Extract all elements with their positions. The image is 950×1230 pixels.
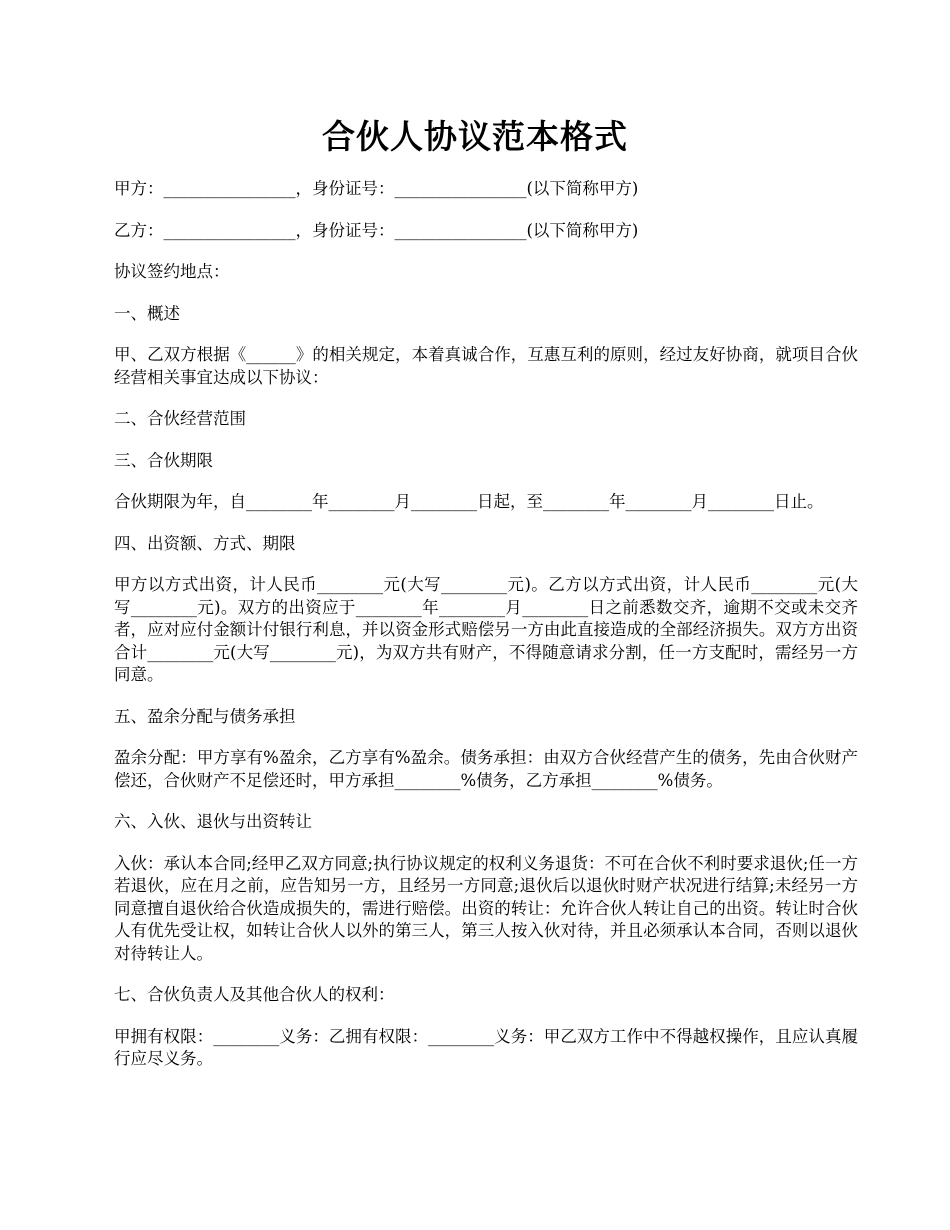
signing-location: 协议签约地点：	[114, 262, 230, 281]
term-text: 合伙期限为年，自________年________月________日起，至________年________月________日止。	[114, 492, 824, 511]
profit-text: 盈余分配：甲方享有%盈余，乙方享有%盈余。债务承担：由双方合伙经营产生的债务，先由合伙财产偿还，合伙财产不足偿还时，甲方承担________%债务，乙方承担________%债务。	[114, 748, 858, 790]
admission-text: 入伙：承认本合同;经甲乙双方同意;执行协议规定的权利义务退货：不可在合伙不利时要求退伙;任一方若退伙，应在月之前，应告知另一方，且经另一方同意;退伙后以退伙时财产状况进行结算;未经另一方同意擅自退伙给合伙造成损失的，需进行赔偿。出资的转让：允许合伙人转让自己的出资。转让时合伙人有优先受让权，如转让合伙人以外的第三人，第三人按入伙对待，并且必须承认本合同，否则以退伙对待转让人。	[114, 853, 858, 963]
section-heading-overview: 一、概述	[114, 303, 180, 323]
document-body	[114, 178, 858, 1090]
document-title: 合伙人协议范本格式	[322, 117, 628, 156]
section-heading-scope: 二、合伙经营范围	[114, 409, 246, 428]
party-b-line: 乙方：________________，身份证号：________________(以下简称甲方)	[114, 220, 639, 240]
rights-text: 甲拥有权限：________义务：乙拥有权限：________义务：甲乙双方工作中不得越权操作，且应认真履行应尽义务。	[114, 1026, 858, 1068]
section-heading-profit: 五、盈余分配与债务承担	[114, 706, 296, 726]
section-heading-capital: 四、出资额、方式、期限	[114, 533, 296, 553]
section-heading-term: 三、合伙期限	[114, 450, 213, 470]
party-a-line: 甲方：________________，身份证号：________________(以下简称甲方)	[114, 179, 639, 198]
section-heading-admission: 六、入伙、退伙与出资转让	[114, 812, 312, 831]
capital-text: 甲方以方式出资，计人民币________元(大写________元)。乙方以方式出资，计人民币________元(大写________元)。双方的出资应于________年________月________日之前悉数交齐，逾期不交或未交齐者，应对应付金额计付银行利息，并以资金形式赔偿另一方由此直接造成的全部经济损失。双方方出资合计________元(大写________元)，为双方共有财产，不得随意请求分割，任一方支配时，需经另一方同意。	[114, 575, 858, 684]
section-heading-rights: 七、合伙负责人及其他合伙人的权利：	[114, 985, 395, 1004]
overview-text: 甲、乙双方根据《______》的相关规定，本着真诚合作，互惠互利的原则，经过友好协商，就项目合伙经营相关事宜达成以下协议：	[114, 345, 858, 387]
